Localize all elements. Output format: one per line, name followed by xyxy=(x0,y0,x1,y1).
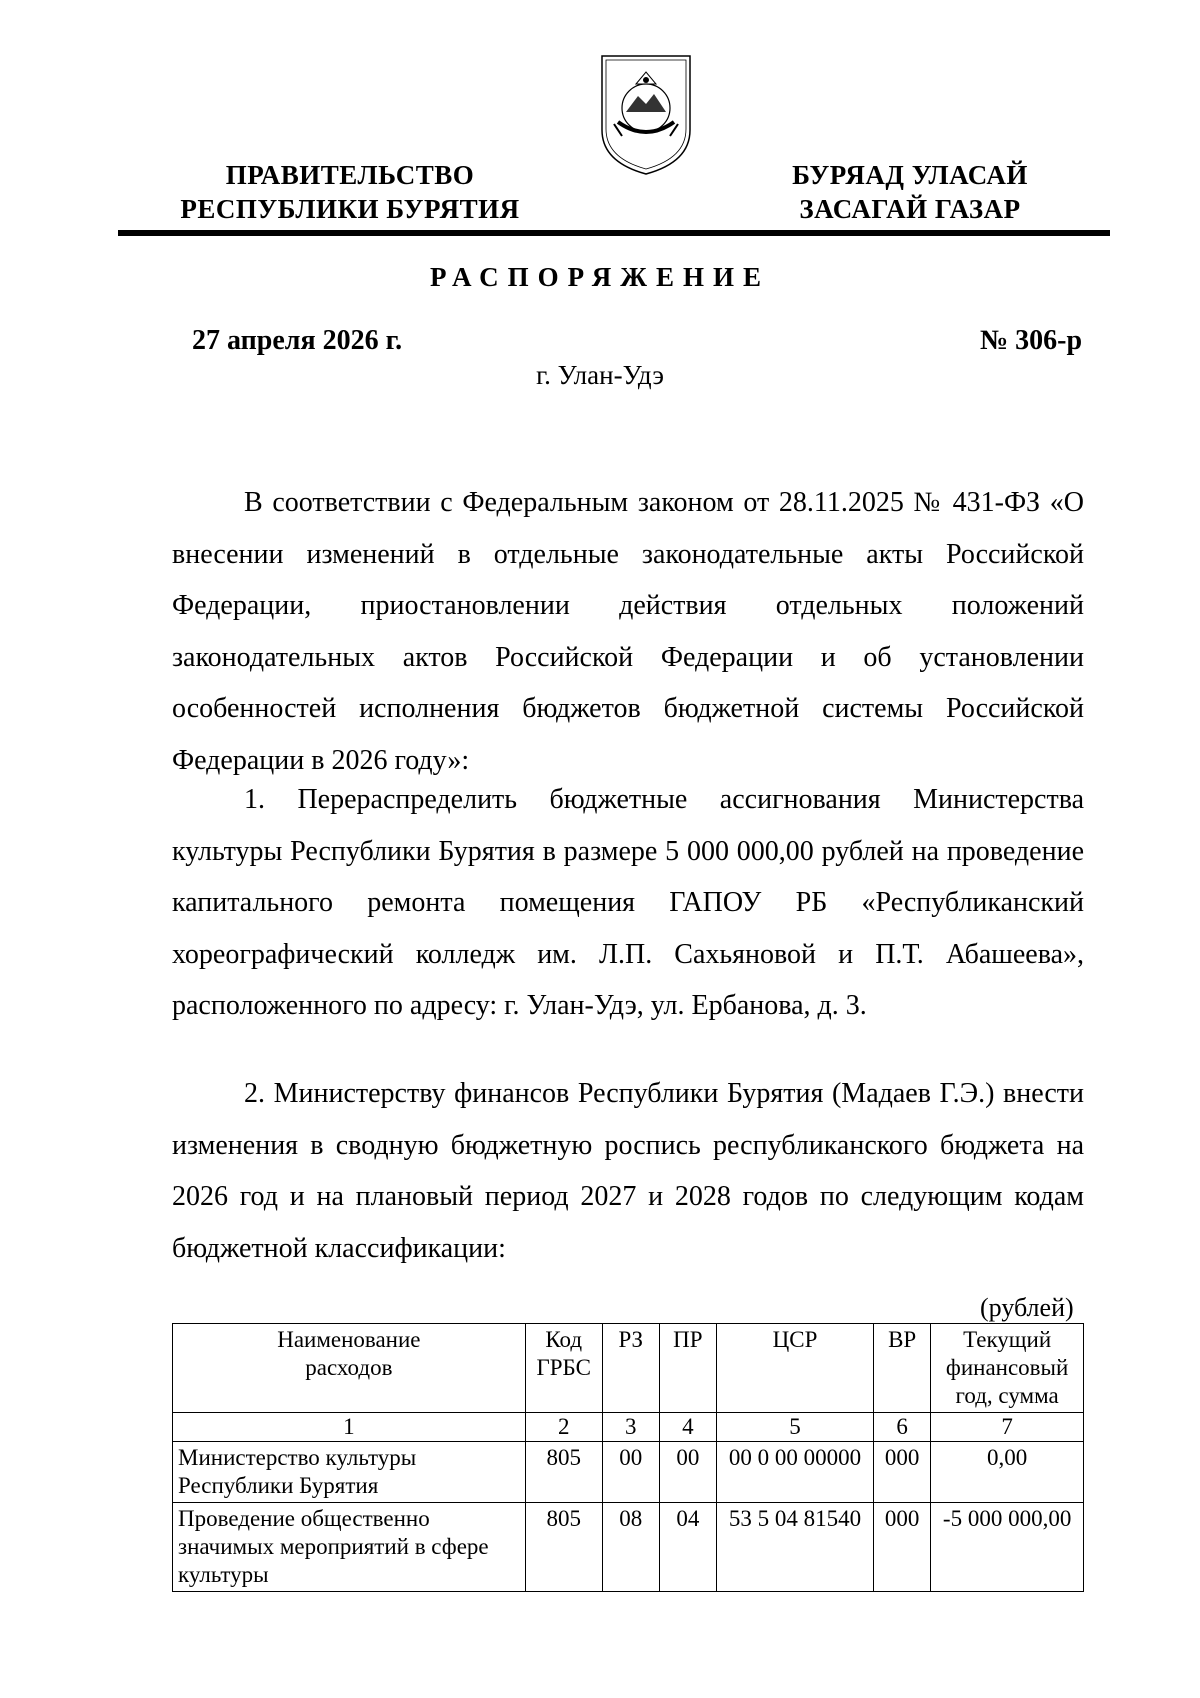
row-name: Министерство культуры Республики Бурятия xyxy=(173,1442,526,1503)
index-cell: 4 xyxy=(659,1413,716,1442)
row-sum: 0,00 xyxy=(931,1442,1084,1503)
row-grbs: 805 xyxy=(525,1503,602,1592)
index-cell: 6 xyxy=(874,1413,931,1442)
table-unit: (рублей) xyxy=(980,1293,1074,1322)
header-left xyxy=(170,158,530,226)
body-paragraph-3: 2. Министерству финансов Республики Бурятия (Мадаев Г.Э.) внести изменения в сводную бюджетную роспись республиканского бюджета на 2026 год и на плановый период 2027 и 2028 годов по следующим кодам бюджетной классификации: xyxy=(172,1078,1084,1264)
document-type: РАСПОРЯЖЕНИЕ xyxy=(429,262,771,292)
coat-of-arms-icon xyxy=(596,50,696,178)
header-right-line2: ЗАСАГАЙ ГАЗАР xyxy=(799,194,1021,224)
header-grbs: Код ГРБС xyxy=(525,1324,602,1413)
row-grbs: 805 xyxy=(525,1442,602,1503)
row-csr: 53 5 04 81540 xyxy=(716,1503,873,1592)
header-sum: Текущий финансовый год, сумма xyxy=(931,1324,1084,1413)
index-cell: 1 xyxy=(173,1413,526,1442)
header-left-line2: РЕСПУБЛИКИ БУРЯТИЯ xyxy=(180,194,520,224)
header-left-line1: ПРАВИТЕЛЬСТВО xyxy=(225,160,475,190)
row-sum: -5 000 000,00 xyxy=(931,1503,1084,1592)
header-divider xyxy=(118,230,1110,236)
body-paragraph-1: В соответствии с Федеральным законом от 28.11.2025 № 431-ФЗ «О внесении изменений в отдельные законодательные акты Российской Федерации, приостановлении действия отдельных положений законодательных актов Российской Федерации и об установлении особенностей исполнения бюджетов бюджетной системы Российской Федерации в 2026 году»: xyxy=(172,487,1084,776)
header-csr: ЦСР xyxy=(716,1324,873,1413)
table-index-row xyxy=(173,1413,1084,1442)
row-csr: 00 0 00 00000 xyxy=(716,1442,873,1503)
index-cell: 2 xyxy=(525,1413,602,1442)
header-right xyxy=(760,158,1060,226)
row-name: Проведение общественно значимых мероприятий в сфере культуры xyxy=(173,1503,526,1592)
row-rz: 08 xyxy=(602,1503,659,1592)
row-vr: 000 xyxy=(874,1442,931,1503)
row-pr: 04 xyxy=(659,1503,716,1592)
table-header-row xyxy=(173,1324,1084,1413)
header-right-line1: БУРЯАД УЛАСАЙ xyxy=(792,160,1028,190)
table-row xyxy=(173,1503,1084,1592)
document-city: г. Улан-Удэ xyxy=(536,360,664,390)
budget-table xyxy=(172,1323,1084,1592)
document-number: № 306-р xyxy=(980,325,1083,356)
row-pr: 00 xyxy=(659,1442,716,1503)
index-cell: 5 xyxy=(716,1413,873,1442)
header-pr: ПР xyxy=(659,1324,716,1413)
body-paragraph-2: 1. Перераспределить бюджетные ассигнования Министерства культуры Республики Бурятия в размере 5 000 000,00 рублей на проведение капитального ремонта помещения ГАПОУ РБ «Республиканский хореографический колледж им. Л.П. Сахьяновой и П.Т. Абашеева», расположенного по адресу: г. Улан-Удэ, ул. Ербанова, д. 3. xyxy=(172,784,1084,1021)
table-row xyxy=(173,1442,1084,1503)
index-cell: 7 xyxy=(931,1413,1084,1442)
index-cell: 3 xyxy=(602,1413,659,1442)
header-rz: РЗ xyxy=(602,1324,659,1413)
header-name: Наименование расходов xyxy=(173,1324,526,1413)
document-date: 27 апреля 2026 г. xyxy=(192,325,403,356)
row-rz: 00 xyxy=(602,1442,659,1503)
row-vr: 000 xyxy=(874,1503,931,1592)
header-vr: ВР xyxy=(874,1324,931,1413)
